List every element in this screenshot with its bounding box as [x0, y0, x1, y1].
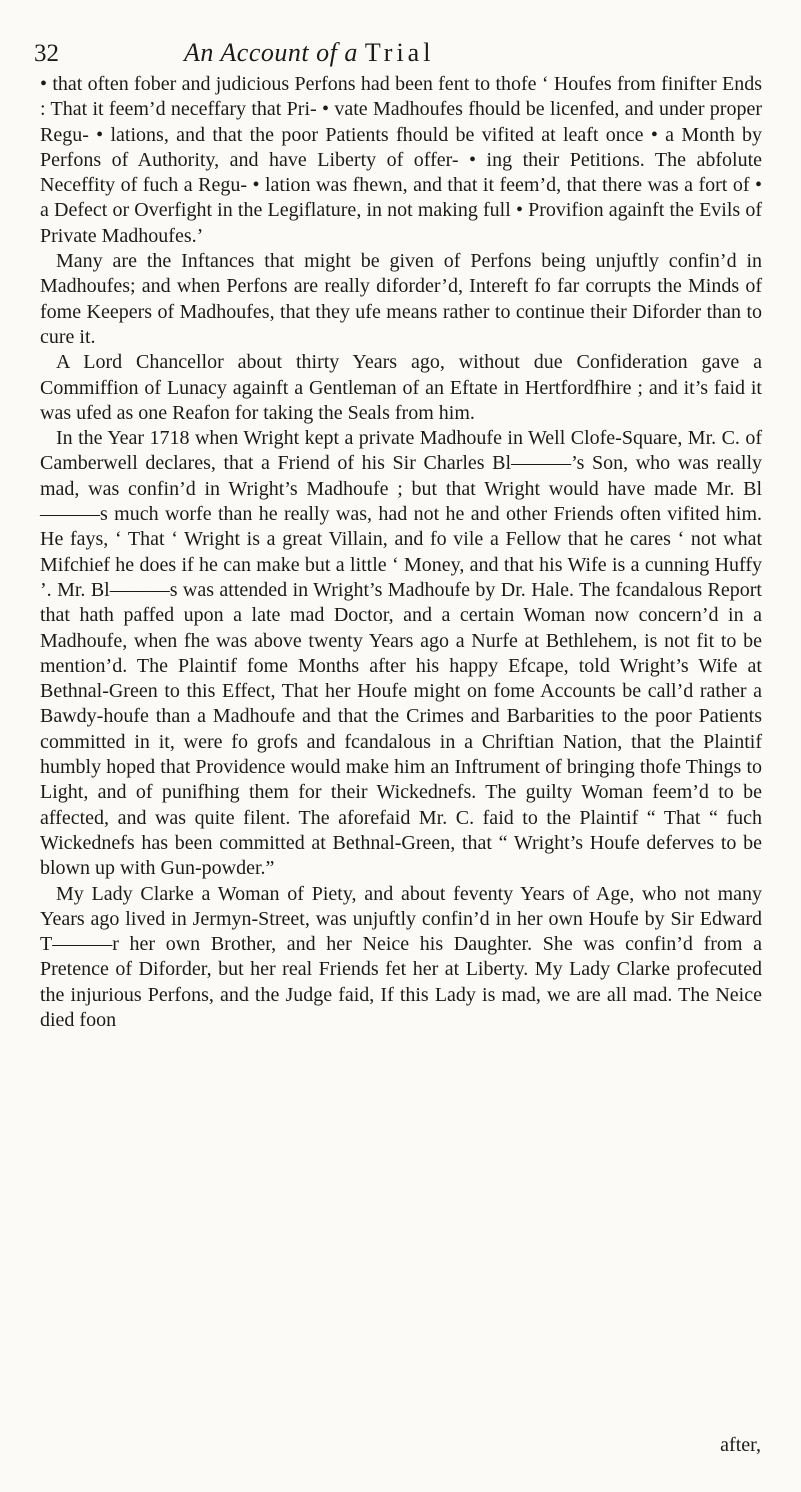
paragraph-lady-clarke: My Lady Clarke a Woman of Piety, and about feventy Years of Age, who not many Years ago lived in Jermyn-Street, was unjuftly confin’d in her own Houfe by Sir Edward T———r her own Brother, and her Neice his Daughter. She was confin’d from a Pretence of Diforder, but her real Friends fet her at Liberty. My Lady Clarke profecuted the injurious Perfons, and the Judge faid, If this Lady is mad, we are all mad. The Neice died foon [40, 882, 762, 1031]
paragraph-wright: In the Year 1718 when Wright kept a private Madhoufe in Well Clofe-Square, Mr. C. of Camberwell declares, that a Friend of his Sir Charles Bl———’s Son, who was really mad, was confin’d in Wright’s Madhoufe ; but that Wright would have made Mr. Bl———s much worfe than he really was, had not he and other Friends often vifited him. He fays, ‘ That ‘ Wright is a great Villain, and fo vile a Fellow that he cares ‘ not what Mifchief he does if he can make but a little ‘ Money, and that his Wife is a cunning Huffy ’. Mr. Bl———s was attended in Wright’s Madhoufe by Dr. Hale. The fcandalous Report that hath paffed upon a late mad Doctor, and a certain Woman now concern’d in a Madhoufe, when fhe was above twenty Years ago a Nurfe at Bethlehem, is not fit to be mention’d. The Plaintif fome Months after his happy Efcape, told Wright’s Wife at Bethnal-Green to this Effect, That her Houfe might on fome Accounts be call’d rather a Bawdy-houfe than a Madhoufe and that the Crimes and Barbarities to the poor Patients committed in it, were fo grofs and fcandalous in a Chriftian Nation, that the Plaintif humbly hoped that Providence would make him an Inftrument of bringing thofe Things to Light, and of punifhing them for their Wickednefs. The guilty Woman feem’d to be affected, and was quite filent. The aforefaid Mr. C. faid to the Plaintif “ That “ fuch Wickednefs has been committed at Bethnal-Green, that “ Wright’s Houfe deferves to be blown up with Gun-powder.” [40, 427, 762, 880]
body-text [40, 72, 762, 1033]
page-number: 32 [34, 40, 59, 67]
running-head [184, 38, 434, 68]
running-head-title: An Account of a [184, 38, 358, 67]
catchword: after, [720, 1434, 761, 1456]
paragraph-chancellor: A Lord Chancellor about thirty Years ago, without due Confideration gave a Commiffion of Lunacy againft a Gentleman of an Eftate in Hertfordfhire ; and it’s faid it was ufed as one Reafon for taking the Seals from him. [40, 351, 762, 424]
running-head-caps: Trial [364, 38, 435, 67]
paragraph-quotation: • that often fober and judicious Perfons had been fent to thofe ‘ Houfes from finifter Ends : That it feem’d neceffary that Pri- • vate Madhoufes fhould be licenfed, and under proper Regu- • lations, and that the poor Patients fhould be vifited at leaft once • a Month by Perfons of Authority, and have Liberty of offer- • ing their Petitions. The abfolute Neceffity of fuch a Regu- • lation was fhewn, and that it feem’d, that there was a fort of • a Defect or Overfight in the Legiflature, in not making full • Provifion againft the Evils of Private Madhoufes.’ [40, 73, 762, 247]
paragraph-madhouses: Many are the Inftances that might be given of Perfons being unjuftly confin’d in Madhoufes; and when Perfons are really diforder’d, Intereft fo far corrupts the Minds of fome Keepers of Madhoufes, that they ufe means rather to continue their Diforder than to cure it. [40, 250, 762, 348]
